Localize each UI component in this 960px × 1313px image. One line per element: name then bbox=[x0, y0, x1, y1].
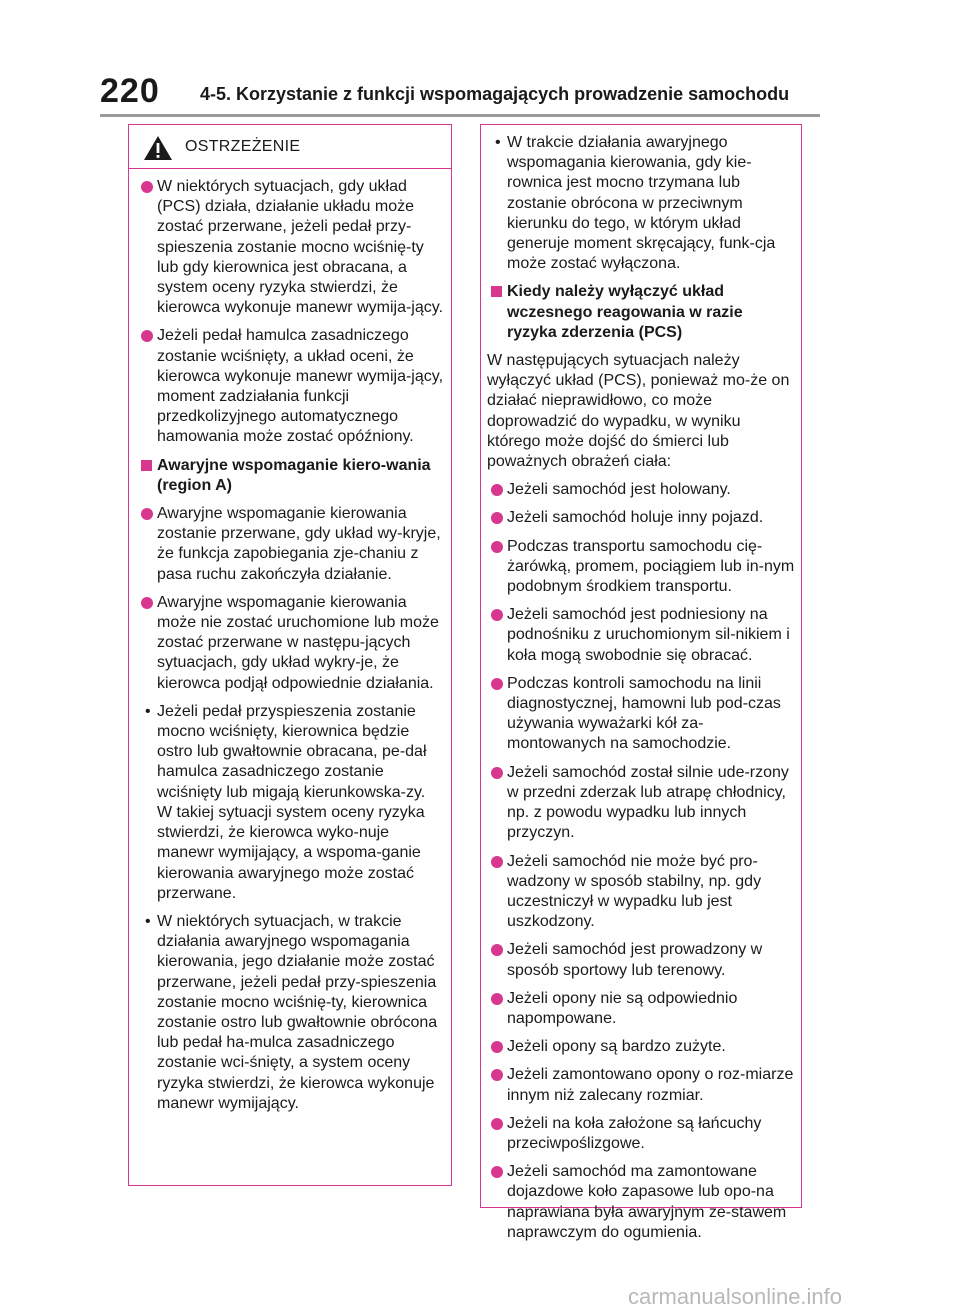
bullet-dot-icon bbox=[141, 508, 153, 520]
block-text: Jeżeli zamontowano opony o roz-miarze innym niż zalecany rozmiar. bbox=[507, 1066, 794, 1104]
block-text: Podczas kontroli samochodu na linii diagnostycznej, hamowni lub pod-czas używania wyważarki kół za-montowanych na samochodzie. bbox=[507, 674, 781, 753]
block-text: Jeżeli samochód holuje inny pojazd. bbox=[507, 509, 764, 527]
square-marker-icon bbox=[491, 286, 502, 297]
page-header bbox=[100, 72, 820, 112]
bullet-dot-icon bbox=[491, 541, 503, 553]
warning-box bbox=[128, 124, 452, 1186]
block-text: Jeżeli samochód jest prowadzony w sposób sportowy lub terenowy. bbox=[507, 941, 763, 979]
page-number: 220 bbox=[100, 72, 160, 110]
bullet-dot-icon bbox=[491, 1118, 503, 1130]
block-text: Awaryjne wspomaganie kiero-wania (region A) bbox=[157, 456, 431, 494]
block-text: Awaryjne wspomaganie kierowania może nie zostać uruchomione lub może zostać przerwane w następu-jących sytuacjach, gdy układ wykry-je, że kierowca podjął odpowiednie działania. bbox=[157, 593, 439, 692]
list-item bbox=[487, 852, 795, 933]
bullet-icon: • bbox=[145, 912, 151, 930]
list-item bbox=[487, 537, 795, 598]
bullet-icon: • bbox=[145, 702, 151, 720]
bullet-icon: • bbox=[495, 134, 501, 151]
bullet-dot-icon bbox=[491, 512, 503, 524]
list-item bbox=[137, 702, 443, 904]
list-item bbox=[487, 1037, 795, 1057]
list-item bbox=[137, 912, 443, 1114]
warning-title: OSTRZEŻENIE bbox=[185, 138, 301, 155]
section-heading bbox=[137, 456, 443, 496]
info-box bbox=[480, 124, 802, 1241]
bullet-dot-icon bbox=[491, 856, 503, 868]
square-marker-icon bbox=[141, 460, 152, 471]
list-item bbox=[487, 1065, 795, 1105]
list-item bbox=[487, 763, 795, 844]
bullet-dot-icon bbox=[491, 484, 503, 496]
warning-header bbox=[129, 125, 451, 169]
block-text: Kiedy należy wyłączyć układ wczesnego reagowania w razie ryzyka zderzenia (PCS) bbox=[507, 283, 743, 341]
bullet-dot-icon bbox=[491, 1041, 503, 1053]
block-text: Jeżeli samochód jest holowany. bbox=[507, 481, 731, 499]
list-item bbox=[487, 1162, 795, 1243]
list-item bbox=[487, 940, 795, 980]
bullet-dot-icon bbox=[141, 597, 153, 609]
list-item bbox=[487, 1114, 795, 1154]
block-text: Podczas transportu samochodu cię-żarówką, promem, pociągiem lub in-nym podobnym środkiem transportu. bbox=[507, 537, 795, 596]
warning-body bbox=[129, 169, 451, 1114]
list-item bbox=[137, 504, 443, 585]
block-text: Jeżeli opony nie są odpowiednio napompowane. bbox=[507, 989, 738, 1027]
block-text: Jeżeli pedał hamulca zasadniczego zostanie wciśnięty, a układ oceni, że kierowca wykonuje manewr wymija-jący, moment zadziałania funkcji przedkolizyjnego automatycznego hamowania może zostać opóźniony. bbox=[157, 327, 444, 446]
bullet-dot-icon bbox=[141, 181, 153, 193]
block-text: Jeżeli samochód ma zamontowane dojazdowe koło zapasowe lub opo-na naprawiana była awaryjnym ze-stawem naprawczym do ogumienia. bbox=[507, 1163, 787, 1241]
section-title: 4-5. Korzystanie z funkcji wspomagających prowadzenie samochodu bbox=[200, 84, 790, 104]
watermark: carmanualsonline.info bbox=[628, 1284, 843, 1309]
block-text: Jeżeli samochód został silnie ude-rzony w przedni zderzak lub atrapę chłodnicy, np. z powodu wypadku lub innych przyczyn. bbox=[507, 763, 789, 842]
list-item bbox=[487, 605, 795, 666]
block-text: Jeżeli na koła założone są łańcuchy przeciwpoślizgowe. bbox=[507, 1114, 762, 1152]
bullet-dot-icon bbox=[491, 993, 503, 1005]
list-item bbox=[487, 989, 795, 1029]
bullet-dot-icon bbox=[491, 1069, 503, 1081]
list-item bbox=[487, 674, 795, 755]
info-body bbox=[481, 125, 801, 1243]
bullet-dot-icon bbox=[491, 609, 503, 621]
block-text: Jeżeli opony są bardzo zużyte. bbox=[507, 1038, 726, 1056]
block-text: W niektórych sytuacjach, w trakcie działania awaryjnego wspomagania kierowania, jego działanie może zostać przerwane, jeżeli pedał przy-spieszenia zostanie mocno wciśnię-ty, kierownica zostanie ostro lub gwałtownie obrócona lub pedał ha-mulca zasadniczego zostanie wci-śnięty, a system oceny ryzyka stwierdzi, że kierowca wykonuje manewr wymijający. bbox=[157, 912, 438, 1112]
section-heading bbox=[487, 282, 795, 343]
block-text: Jeżeli samochód jest podniesiony na podnośniku z uruchomionym sil-nikiem i koła mogą swobodnie się obracać. bbox=[507, 606, 790, 664]
bullet-dot-icon bbox=[491, 1166, 503, 1178]
bullet-dot-icon bbox=[491, 767, 503, 779]
block-text: Jeżeli samochód nie może być pro-wadzony w sposób stabilny, np. gdy uczestniczył w wypadku lub jest uszkodzony. bbox=[507, 852, 762, 931]
list-item bbox=[137, 326, 443, 447]
block-text: W niektórych sytuacjach, gdy układ (PCS) działa, działanie układu może zostać przerwane, jeżeli pedał przy-spieszenia zostanie mocno wciśnię-ty lub gdy kierownica jest obracana, a system oceny ryzyka stwierdzi, że kierowca wykonuje manewr wymija-jący. bbox=[157, 178, 444, 317]
block-text: W następujących sytuacjach należy wyłączyć układ (PCS), ponieważ mo-że on działać nieprawidłowo, co może doprowadzić do wypadku, w wyniku którego może dojść do śmierci lub poważnych obrażeń ciała: bbox=[487, 352, 790, 471]
list-item bbox=[487, 508, 795, 528]
list-item bbox=[487, 480, 795, 500]
block-text: W trakcie działania awaryjnego wspomagania kierowania, gdy kie-rownica jest mocno trzymana lub zostanie obrócona w przeciwnym kierunku do tego, w którym układ generuje moment skręcający, funk-cja może zostać wyłączona. bbox=[507, 134, 776, 273]
bullet-dot-icon bbox=[491, 944, 503, 956]
list-item bbox=[137, 593, 443, 694]
warning-triangle-icon bbox=[143, 135, 173, 161]
paragraph bbox=[487, 351, 795, 472]
header-rule bbox=[100, 114, 820, 117]
block-text: Jeżeli pedał przyspieszenia zostanie mocno wciśnięty, kierownica będzie ostro lub gwałtownie obracana, pe-dał hamulca zasadniczego zostanie wciśnięty lub migają kierunkowska-zy. W takiej sytuacji system oceny ryzyka stwierdzi, że kierowca wyko-nuje manewr wymijający, a wspoma-ganie kierowania awaryjnego może zostać przerwane. bbox=[157, 702, 427, 902]
block-text: Awaryjne wspomaganie kierowania zostanie przerwane, gdy układ wy-kryje, że funkcja zapobiegania zje-chaniu z pasa ruchu zakończyła działanie. bbox=[157, 505, 441, 583]
bullet-dot-icon bbox=[141, 330, 153, 342]
bullet-dot-icon bbox=[491, 678, 503, 690]
list-item bbox=[137, 177, 443, 318]
list-item bbox=[487, 133, 795, 274]
